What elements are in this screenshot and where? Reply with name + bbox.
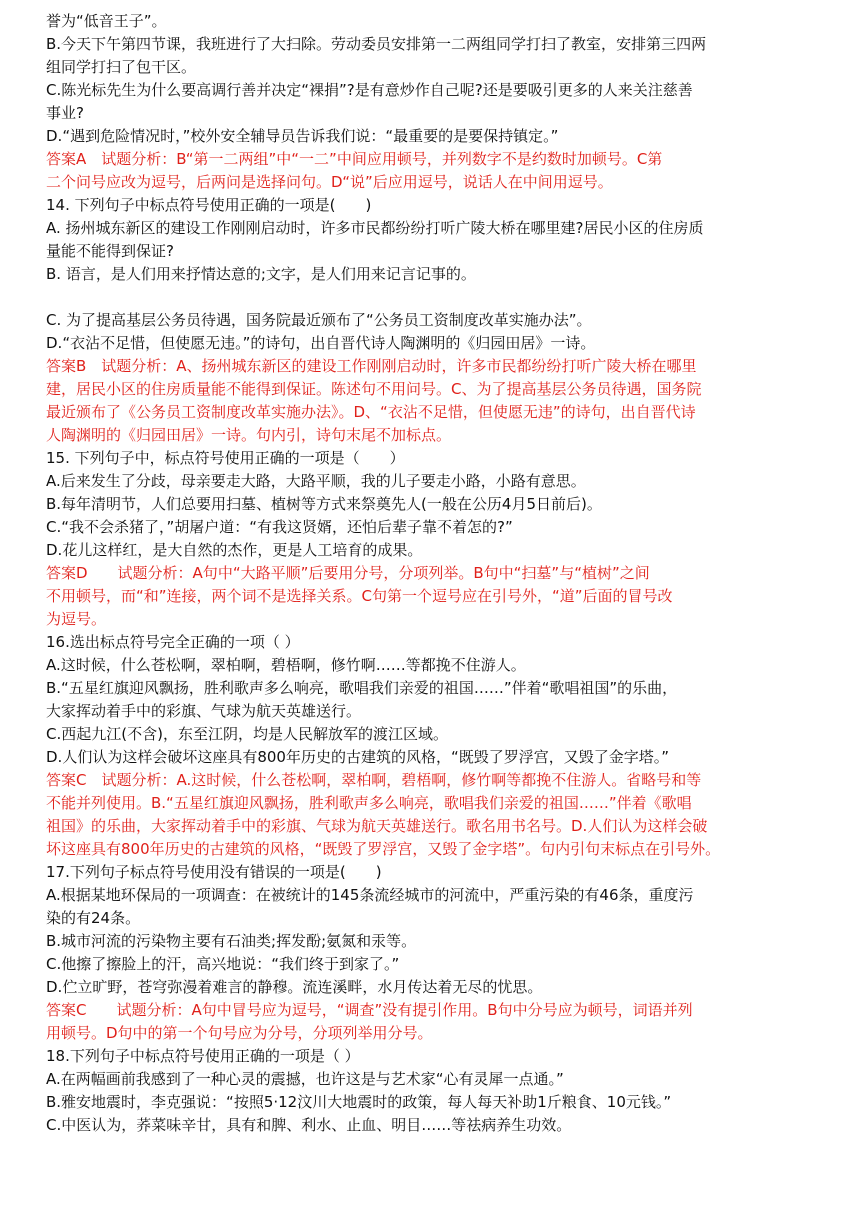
text-line: 15. 下列句子中，标点符号使用正确的一项是（ ）	[46, 449, 405, 467]
answer-line: 坏这座具有800年历史的古建筑的风格，“既毁了罗浮宫，又毁了金字塔”。句内引句末标点在引号外。	[46, 840, 721, 858]
answer-line: 答案C 试题分析：A.这时候，什么苍松啊，翠柏啊，碧梧啊，修竹啊等都挽不住游人。省略号和等	[46, 771, 702, 789]
answer-line: 答案A 试题分析：B“第一二两组”中“一二”中间应用顿号，并列数字不是约数时加顿号。C第	[46, 150, 663, 168]
text-line: 事业?	[46, 104, 84, 122]
answer-line: 答案B 试题分析：A、扬州城东新区的建设工作刚刚启动时，许多市民都纷纷打听广陵大桥在哪里	[46, 357, 697, 375]
text-line: A. 扬州城东新区的建设工作刚刚启动时，许多市民都纷纷打听广陵大桥在哪里建?居民小区的住房质	[46, 219, 704, 237]
text-line: D.花儿这样红，是大自然的杰作，更是人工培育的成果。	[46, 541, 423, 559]
text-line: D.“遇到危险情况时，”校外安全辅导员告诉我们说：“最重要的是要保持镇定。”	[46, 127, 559, 145]
text-line: 染的有24条。	[46, 909, 141, 927]
answer-line: 祖国》的乐曲，大家挥动着手中的彩旗、气球为航天英雄送行。歌名用书名号。D.人们认为这样会破	[46, 817, 708, 835]
text-line: C.西起九江(不含)，东至江阴，均是人民解放军的渡江区域。	[46, 725, 448, 743]
text-line: B.城市河流的污染物主要有石油类;挥发酚;氨氮和汞等。	[46, 932, 417, 950]
text-line: A.后来发生了分歧，母亲要走大路，大路平顺，我的儿子要走小路，小路有意思。	[46, 472, 586, 490]
text-line: 誉为“低音王子”。	[46, 12, 167, 30]
text-line: A.这时候，什么苍松啊，翠柏啊，碧梧啊，修竹啊……等都挽不住游人。	[46, 656, 526, 674]
document-page	[46, 10, 816, 1137]
blank-line	[46, 286, 816, 309]
answer-line: 二个问号应改为逗号，后两问是选择问句。D“说”后应用逗号，说话人在中间用逗号。	[46, 173, 613, 191]
answer-line: 最近颁布了《公务员工资制度改革实施办法》。D、“衣沾不足惜，但使愿无违”的诗句，出自晋代诗	[46, 403, 696, 421]
text-line: C. 为了提高基层公务员待遇，国务院最近颁布了“公务员工资制度改革实施办法”。	[46, 311, 592, 329]
text-line: B. 语言，是人们用来抒情达意的;文字，是人们用来记言记事的。	[46, 265, 476, 283]
answer-line: 答案C 试题分析：A句中冒号应为逗号，“调查”没有提引作用。B句中分号应为顿号，词语并列	[46, 1001, 693, 1019]
text-line: C.他擦了擦脸上的汗，高兴地说：“我们终于到家了。”	[46, 955, 400, 973]
text-line: 16.选出标点符号完全正确的一项（ ）	[46, 633, 300, 651]
text-line: B.雅安地震时，李克强说：“按照5·12汶川大地震时的政策，每人每天补助1斤粮食、10元钱。”	[46, 1093, 672, 1111]
answer-line: 不能并列使用。B.“五星红旗迎风飘扬，胜利歌声多么响亮，歌唱我们亲爱的祖国……”伴着《歌唱	[46, 794, 692, 812]
text-line: 18.下列句子中标点符号使用正确的一项是（ ）	[46, 1047, 360, 1065]
text-line: B.“五星红旗迎风飘扬，胜利歌声多么响亮，歌唱我们亲爱的祖国……”伴着“歌唱祖国”的乐曲，	[46, 679, 678, 697]
answer-line: 不用顿号，而“和”连接，两个词不是选择关系。C句第一个逗号应在引号外，“道”后面的冒号改	[46, 587, 673, 605]
text-line: 量能不能得到保证?	[46, 242, 174, 260]
answer-line: 人陶渊明的《归园田居》一诗。句内引，诗句末尾不加标点。	[46, 426, 452, 444]
text-line: A.根据某地环保局的一项调查：在被统计的145条流经城市的河流中，严重污染的有46条，重度污	[46, 886, 694, 904]
answer-line: 答案D 试题分析：A句中“大路平顺”后要用分号，分项列举。B句中“扫墓”与“植树”之间	[46, 564, 650, 582]
text-line: 大家挥动着手中的彩旗、气球为航天英雄送行。	[46, 702, 362, 720]
text-line: C.中医认为，荞菜味辛甘，具有和脾、利水、止血、明目……等祛病养生功效。	[46, 1116, 572, 1134]
text-line: C.“我不会杀猪了，”胡屠户道：“有我这贤婿，还怕后辈子靠不着怎的?”	[46, 518, 513, 536]
text-line: B.每年清明节，人们总要用扫墓、植树等方式来祭奠先人(一般在公历4月5日前后)。	[46, 495, 602, 513]
text-line: D.“衣沾不足惜，但使愿无违。”的诗句，出自晋代诗人陶渊明的《归园田居》一诗。	[46, 334, 596, 352]
text-line: 14. 下列句子中标点符号使用正确的一项是( )	[46, 196, 372, 214]
answer-line: 为逗号。	[46, 610, 107, 628]
answer-line: 用顿号。D句中的第一个句号应为分号，分项列举用分号。	[46, 1024, 433, 1042]
answer-line: 建，居民小区的住房质量能不能得到保证。陈述句不用问号。C、为了提高基层公务员待遇，国务院	[46, 380, 702, 398]
text-line: D.人们认为这样会破坏这座具有800年历史的古建筑的风格，“既毁了罗浮宫，又毁了金字塔。”	[46, 748, 669, 766]
text-line: B.今天下午第四节课，我班进行了大扫除。劳动委员安排第一二两组同学打扫了教室，安排第三四两	[46, 35, 707, 53]
text-line: 组同学打扫了包干区。	[46, 58, 197, 76]
text-line: A.在两幅画前我感到了一种心灵的震撼，也许这是与艺术家“心有灵犀一点通。”	[46, 1070, 564, 1088]
text-line: D.伫立旷野，苍穹弥漫着难言的静穆。流连溪畔，水月传达着无尽的忧思。	[46, 978, 543, 996]
text-line: C.陈光标先生为什么要高调行善并决定“裸捐”?是有意炒作自己呢?还是要吸引更多的人来关注慈善	[46, 81, 693, 99]
text-line: 17.下列句子标点符号使用没有错误的一项是( )	[46, 863, 382, 881]
